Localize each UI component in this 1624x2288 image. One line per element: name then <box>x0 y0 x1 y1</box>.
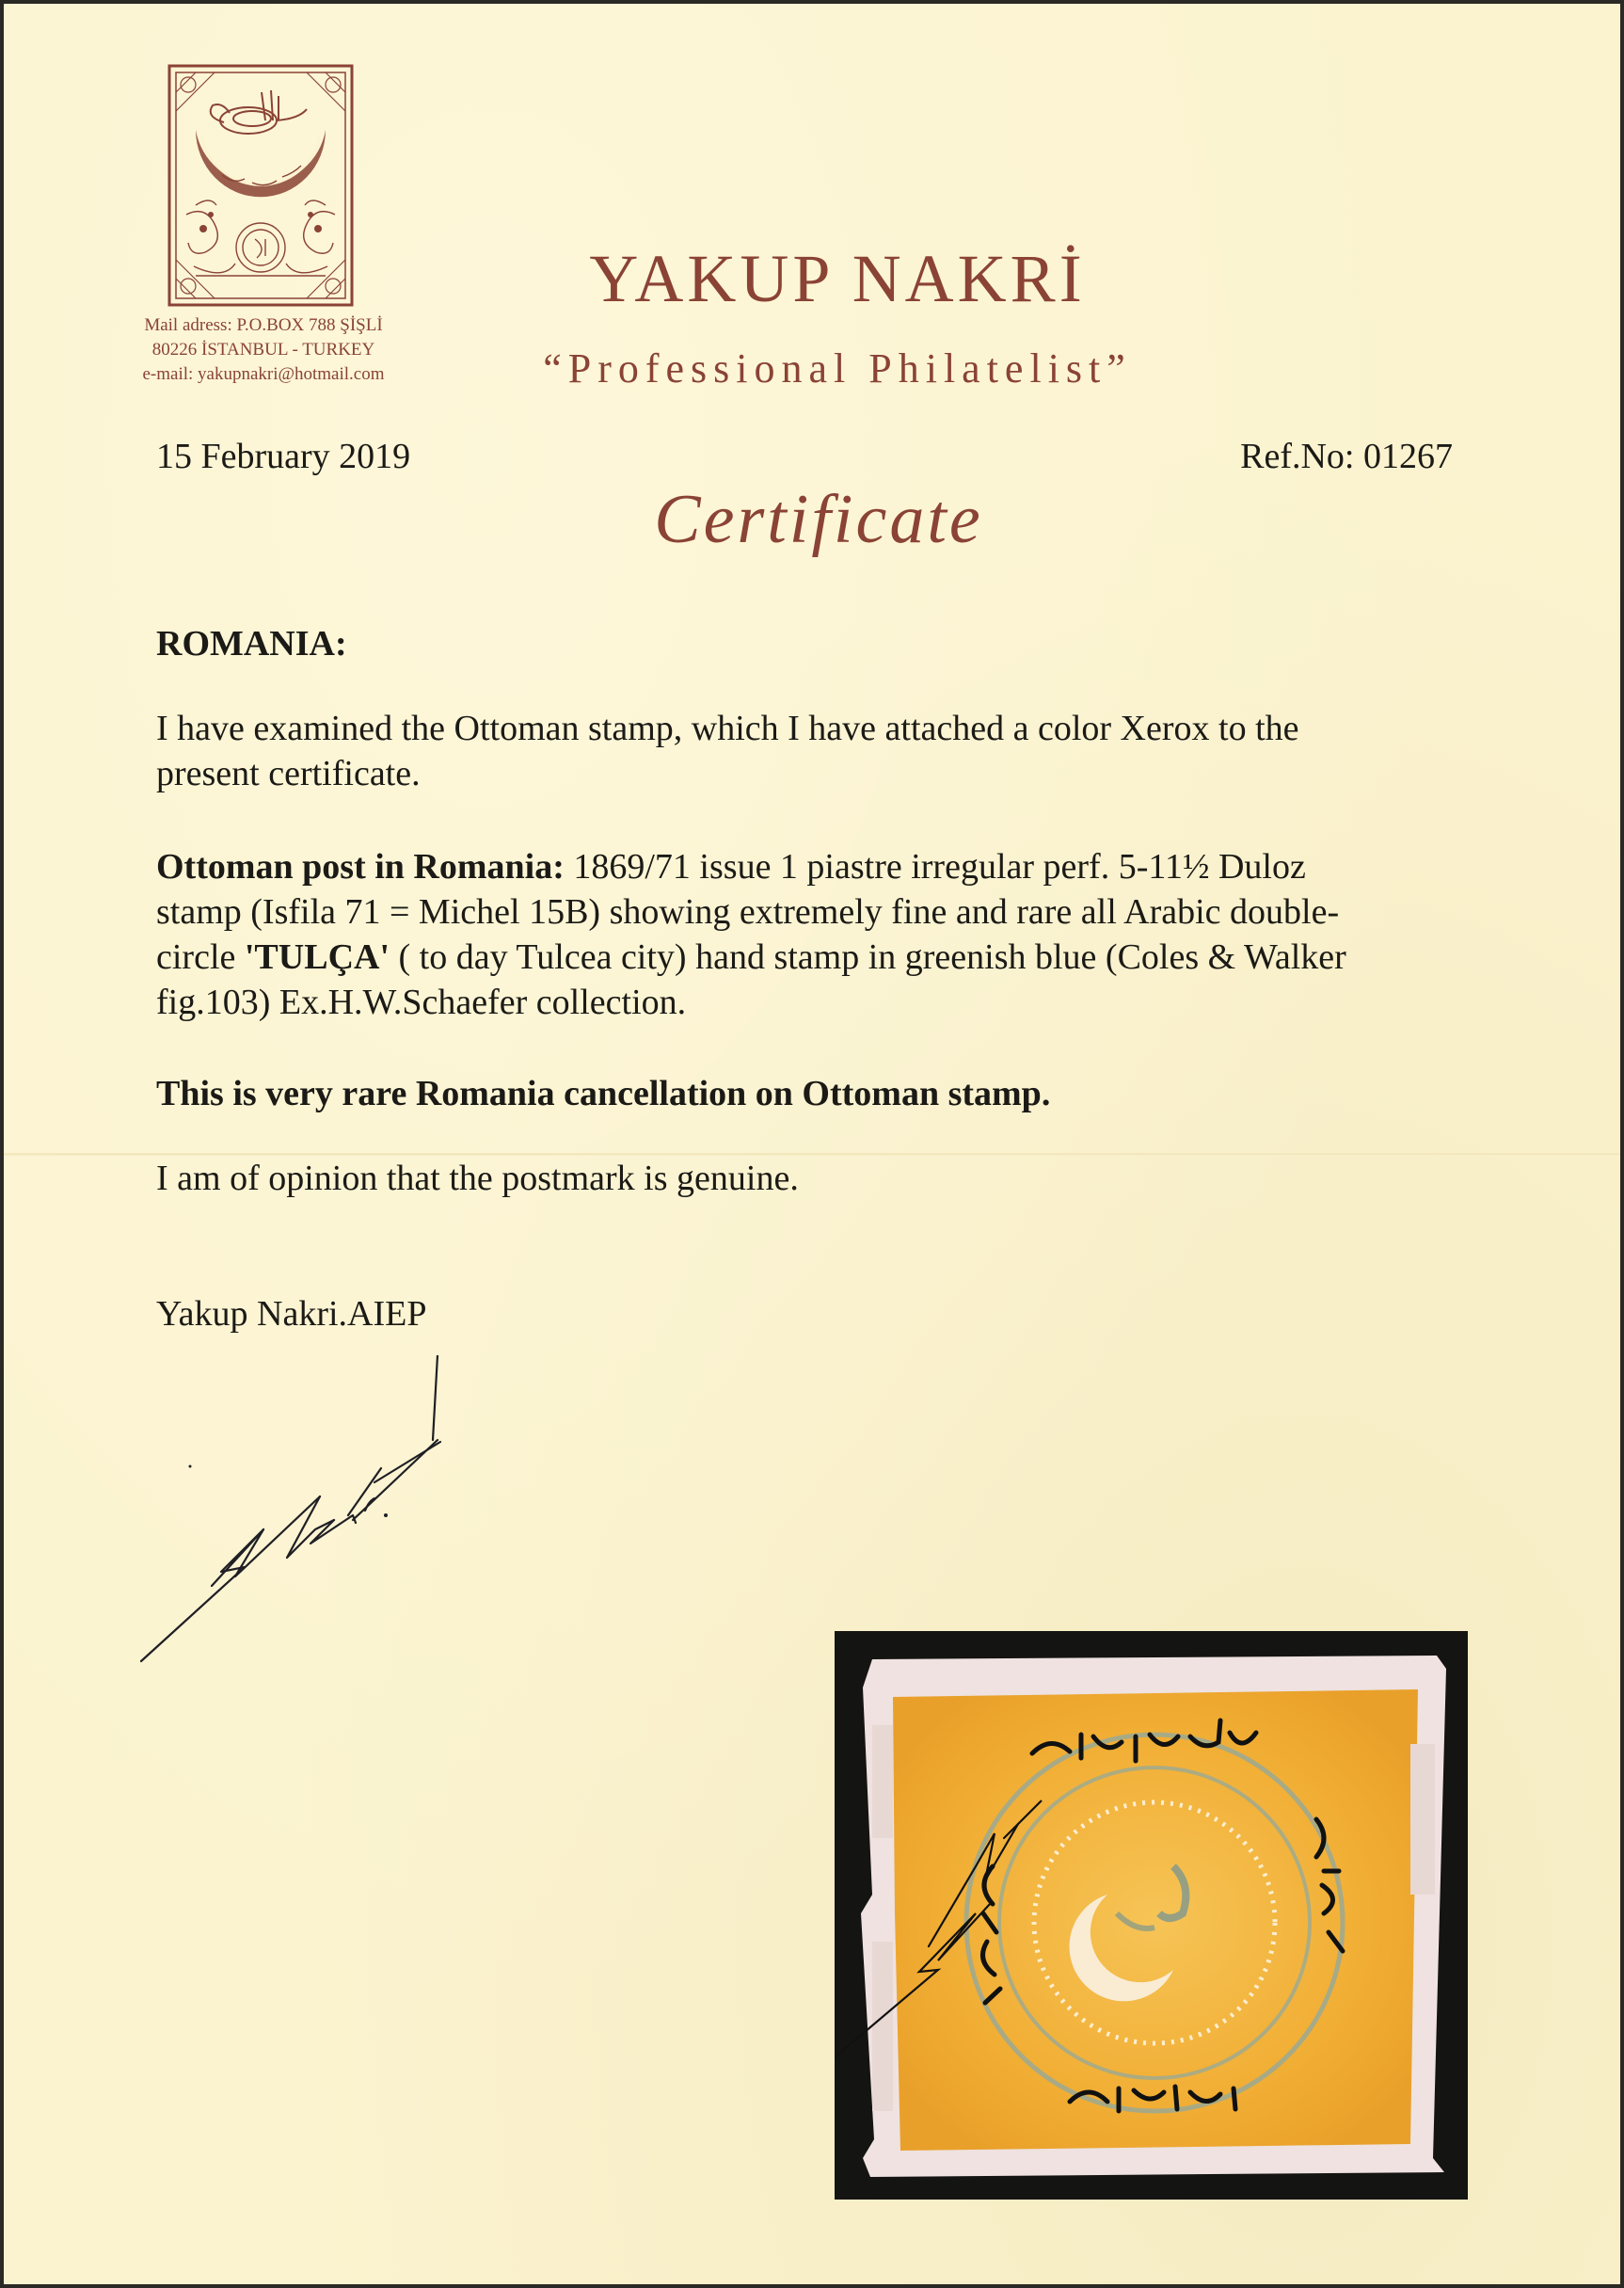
certificate-date: 15 February 2019 <box>156 437 411 476</box>
intro-paragraph <box>156 706 1492 796</box>
signatory-name: Yakup Nakri.AIEP <box>156 1294 427 1334</box>
handwritten-signature <box>122 1355 480 1675</box>
reference-number: Ref.No: 01267 <box>1240 437 1453 476</box>
email-line: e-mail: yakupnakri@hotmail.com <box>142 364 385 384</box>
description-paragraph <box>156 844 1492 1025</box>
brand-tagline: “Professional Philatelist” <box>543 345 1132 392</box>
brand-name: YAKUP NAKRİ <box>589 241 1086 316</box>
opinion-statement: I am of opinion that the postmark is genuine. <box>156 1159 799 1198</box>
description-text: ( to day Tulcea city) hand stamp in greenish blue (Coles & Walker <box>390 937 1346 977</box>
city-country-line: 80226 İSTANBUL - TURKEY <box>151 340 375 360</box>
description-line: fig.103) Ex.H.W.Schaefer collection. <box>156 983 687 1022</box>
postmark-name: 'TULÇA' <box>244 937 390 977</box>
description-line <box>156 935 1492 980</box>
description-line: stamp (Isfila 71 = Michel 15B) showing extremely fine and rare all Arabic double- <box>156 892 1340 932</box>
mail-address-line: Mail adress: P.O.BOX 788 ŞİŞLİ <box>144 315 383 335</box>
description-line <box>156 844 1492 889</box>
rarity-statement: This is very rare Romania cancellation on Ottoman stamp. <box>156 1074 1051 1113</box>
stamp-photo-frame <box>835 1631 1468 2200</box>
intro-line: present certificate. <box>156 754 421 793</box>
description-lead: Ottoman post in Romania: <box>156 847 565 887</box>
ottoman-stamp-logo <box>167 64 354 307</box>
intro-line: I have examined the Ottoman stamp, which I have attached a color Xerox to the <box>156 709 1299 748</box>
certificate-title: Certificate <box>654 481 983 558</box>
ottoman-stamp-photo <box>835 1631 1468 2200</box>
country-heading: ROMANIA: <box>156 624 347 664</box>
description-text: 1869/71 issue 1 piastre irregular perf. 5-11½ Duloz <box>564 847 1306 887</box>
mail-address-block <box>94 313 433 387</box>
description-text: circle <box>156 937 245 977</box>
